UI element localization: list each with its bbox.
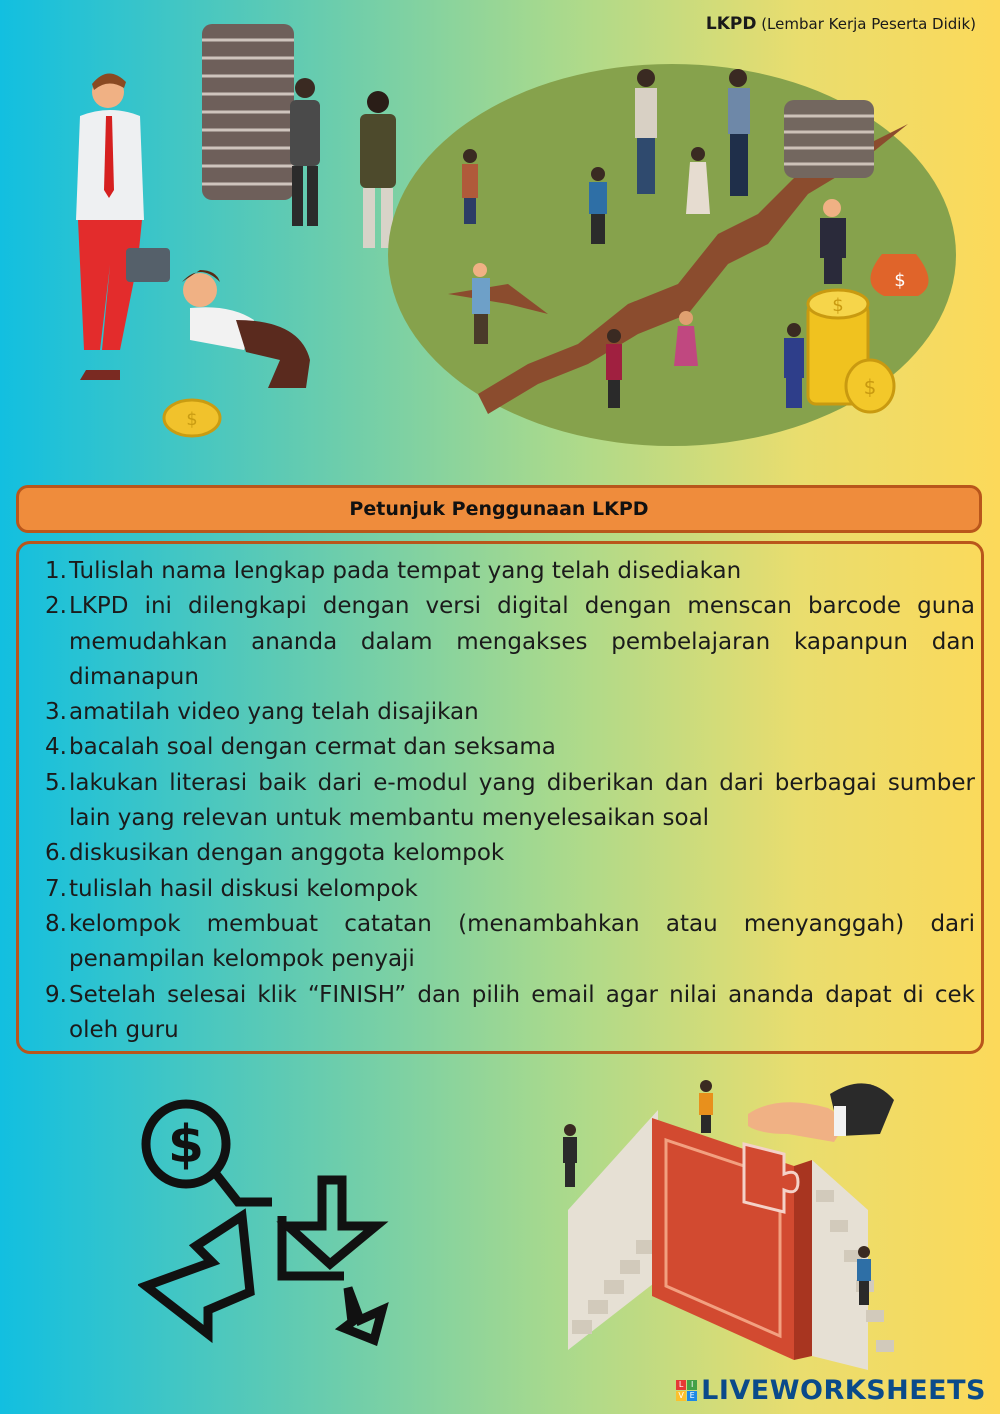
liveworksheets-brand-text: LIVEWORKSHEETS xyxy=(701,1375,986,1406)
list-item: 6. diskusikan dengan anggota kelompok xyxy=(45,840,505,867)
liveworksheets-logo-icon: L I V E xyxy=(676,1380,697,1401)
document-type-full: (Lembar Kerja Peserta Didik) xyxy=(756,15,976,33)
inequality-field-illustration xyxy=(388,64,956,446)
liveworksheets-logo xyxy=(676,1375,986,1406)
document-type-label xyxy=(706,14,976,34)
kneeling-woman-icon xyxy=(164,270,310,436)
svg-text:$: $ xyxy=(832,295,844,316)
document-type-abbrev: LKPD xyxy=(705,14,757,34)
coin-stack-icon xyxy=(784,100,874,178)
list-item: 2. LKPD ini dilengkapi dengan versi digital dengan menscan barcode guna memudahkan ananda dalam mengakses pembelajaran kapanpun dan dimanapun xyxy=(45,593,975,690)
list-item: 8. kelompok membuat catatan (menambahkan atau menyanggah) dari penampilan kelompok penyaji xyxy=(45,910,975,973)
list-item: 9. Setelah selesai klik “FINISH” dan pilih email agar nilai ananda dapat di cek oleh guru xyxy=(45,981,975,1043)
list-item: 4. bacalah soal dengan cermat dan seksama xyxy=(45,734,556,761)
svg-text:$: $ xyxy=(167,1115,205,1175)
gold-coins-icon xyxy=(808,290,894,412)
instructions-list xyxy=(19,554,975,1048)
instructions-title: Petunjuk Penggunaan LKPD xyxy=(349,498,649,520)
instructions-box xyxy=(16,541,984,1054)
puzzle-wall-illustration xyxy=(548,1070,910,1380)
list-item: 3. amatilah video yang telah disajikan xyxy=(45,699,479,726)
hand-icon xyxy=(748,1083,894,1142)
list-item: 1. Tulislah nama lengkap pada tempat yang telah disediakan xyxy=(45,558,742,584)
svg-text:$: $ xyxy=(894,270,906,291)
coin-stack-icon xyxy=(202,24,294,200)
svg-text:$: $ xyxy=(863,375,877,399)
economy-people-illustration xyxy=(40,20,420,450)
list-item: 5. lakukan literasi baik dari e-modul yang diberikan dan dari berbagai sumber lain yang relevan untuk membantu menyelesaikan soal xyxy=(45,769,975,832)
dollar-decline-icon xyxy=(138,1096,398,1346)
instructions-title-bar xyxy=(16,485,982,533)
svg-text:$: $ xyxy=(186,409,198,430)
businessman-icon xyxy=(76,73,170,380)
money-bag-icon xyxy=(870,254,928,296)
list-item: 7. tulislah hasil diskusi kelompok xyxy=(45,875,418,902)
standing-man-icon xyxy=(290,78,320,226)
